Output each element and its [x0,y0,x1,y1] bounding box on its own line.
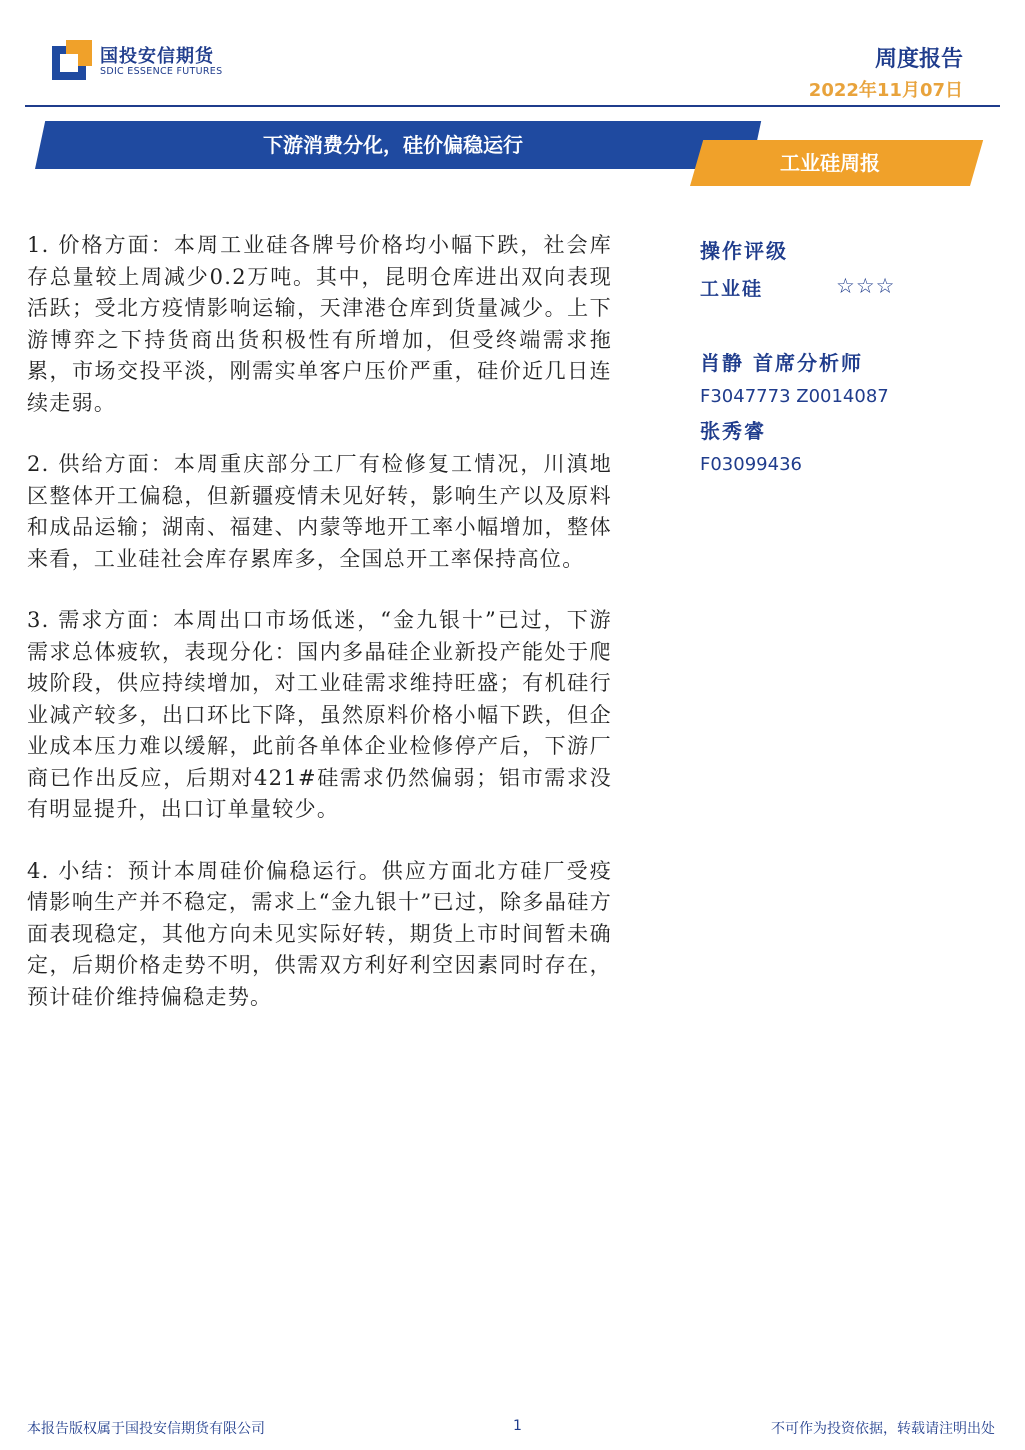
header-divider [25,105,1000,107]
analyst1-name: 肖静 首席分析师 [700,351,863,375]
logo-chinese-name: 国投安信期货 [100,46,214,67]
rating-row [700,274,1000,302]
footer-copyright: 本报告版权属于国投安信期货有限公司 [27,1421,265,1437]
footer-disclaimer: 不可作为投资依据，转载请注明出处 [771,1421,995,1437]
paragraph-summary: 4. 小结：预计本周硅价偏稳运行。供应方面北方硅厂受疫情影响生产并不稳定，需求上“金九银十”已过，除多晶硅方面表现稳定，其他方向未见实际好转，期货上市时间暂未确定，后期价格走势不明，供需双方利好利空因素同时存在，预计硅价维持偏稳走势。 [27,858,612,1009]
rating-heading: 操作评级 [700,239,788,263]
analyst-info [700,346,1000,482]
analyst2-name: 张秀睿 [700,419,766,443]
paragraph-price: 1. 价格方面：本周工业硅各牌号价格均小幅下跌，社会库存总量较上周减少0.2万吨。其中，昆明仓库进出双向表现活跃；受北方疫情影响运输，天津港仓库到货量减少。上下游博弈之下持货商出货积极性有所增加，但受终端需求拖累，市场交投平淡，刚需实单客户压价严重，硅价近几日连续走弱。 [27,233,612,415]
paragraph-supply: 2. 供给方面：本周重庆部分工厂有检修复工情况，川滇地区整体开工偏稳，但新疆疫情未见好转，影响生产以及原料和成品运输；湖南、福建、内蒙等地开工率小幅增加，整体来看，工业硅社会库存累库多，全国总开工率保持高位。 [27,452,612,571]
rating-stars-icon: ☆☆☆ [836,274,896,298]
analyst1-codes: F3047773 Z0014087 [700,386,889,407]
report-type: 周度报告 [874,47,963,72]
rating-item: 工业硅 [700,278,764,300]
company-logo [52,40,232,88]
page-number: 1 [513,1418,522,1434]
report-date: 2022年11月07日 [808,80,963,101]
logo-mark-icon [52,40,92,80]
report-body [27,230,612,1043]
report-name: 工业硅周报 [780,151,880,175]
report-title: 下游消费分化，硅价偏稳运行 [263,133,523,157]
paragraph-demand: 3. 需求方面：本周出口市场低迷，“金九银十”已过，下游需求总体疲软，表现分化：国内多晶硅企业新投产能处于爬坡阶段，供应持续增加，对工业硅需求维持旺盛；有机硅行业减产较多，出口环比下降，虽然原料价格小幅下跌，但企业成本压力难以缓解，此前各单体企业检修停产后，下游厂商已作出反应，后期对421#硅需求仍然偏弱；铝市需求没有明显提升，出口订单量较少。 [27,608,612,821]
sidebar [700,235,1000,482]
logo-english-name: SDIC ESSENCE FUTURES [100,66,223,77]
analyst2-code: F03099436 [700,454,802,475]
